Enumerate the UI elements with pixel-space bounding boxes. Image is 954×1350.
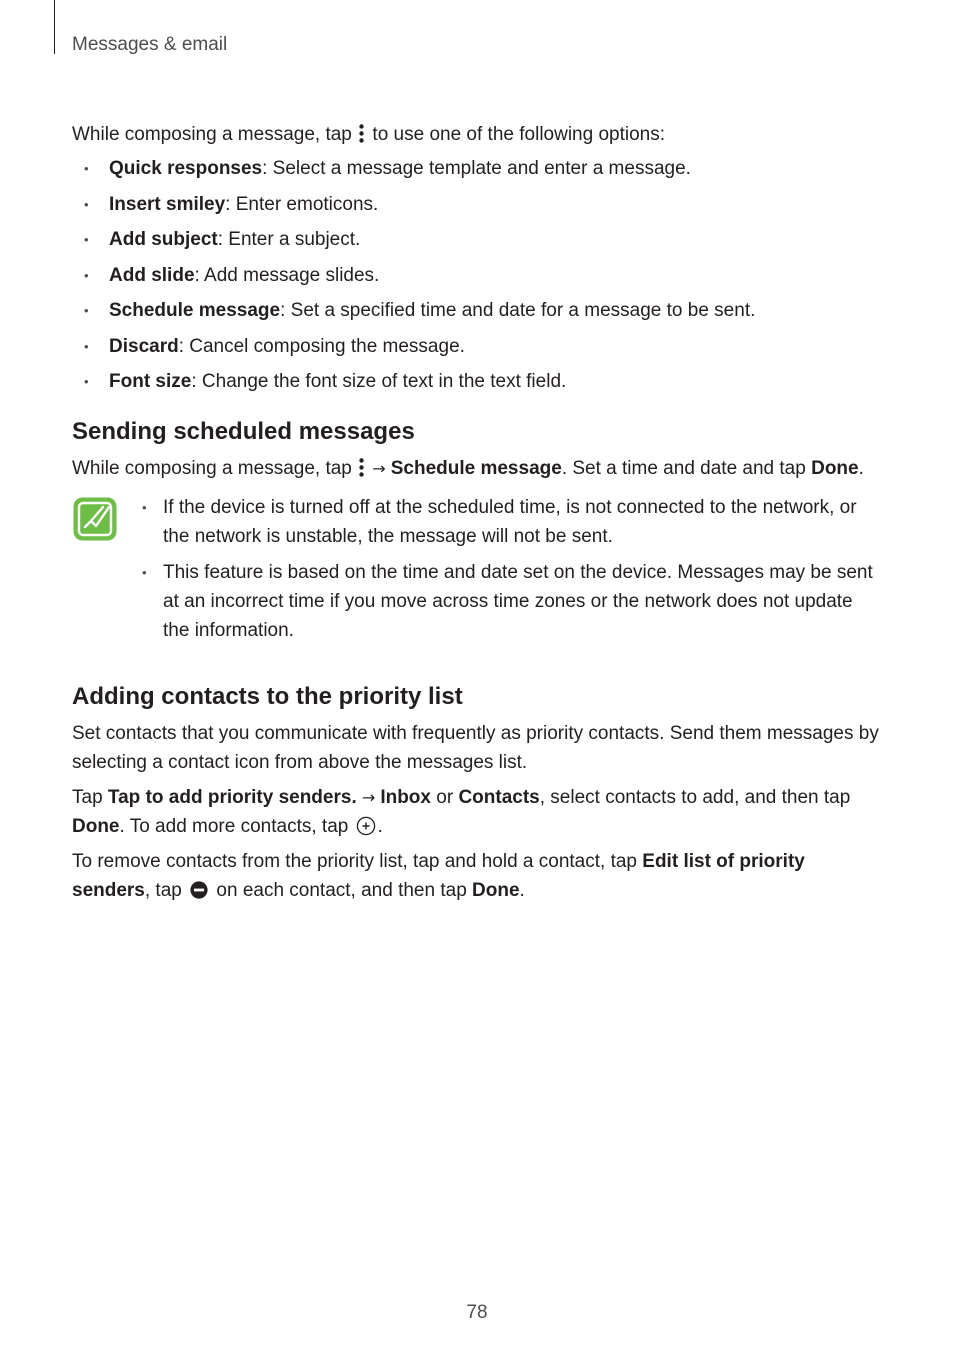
note-box [72, 493, 882, 645]
option-add-slide: • Add slide: Add message slides. [72, 261, 882, 290]
arrow-glyph: → [356, 788, 381, 807]
priority-paragraph-3: To remove contacts from the priority list, tap and hold a contact, tap Edit list of priority senders, tap on each contact, and then tap Done. [72, 851, 805, 901]
compose-options-list [72, 154, 882, 396]
more-options-icon [359, 124, 364, 143]
arrow-glyph: → [367, 459, 391, 478]
note-item: • If the device is turned off at the scheduled time, is not connected to the network, or the network is unstable, the message will not be sent. [142, 493, 882, 551]
section-heading-priority: Adding contacts to the priority list [72, 683, 463, 710]
scheduled-instructions: While composing a message, tap → Schedule message. Set a time and date and tap Done. [72, 458, 864, 479]
priority-paragraph-1: Set contacts that you communicate with frequently as priority contacts. Send them messages by selecting a contact icon from above the messages list. [72, 723, 879, 773]
section-heading-scheduled: Sending scheduled messages [72, 418, 415, 445]
page-content [72, 120, 882, 911]
intro-text-after: to use one of the following options: [367, 124, 666, 145]
intro-text-before: While composing a message, tap [72, 124, 358, 145]
priority-paragraph-2: Tap Tap to add priority senders. → Inbox or Contacts, select contacts to add, and then tap Done. To add more contacts, tap . [72, 787, 851, 837]
option-font-size: • Font size: Change the font size of text in the text field. [72, 367, 882, 396]
note-item: • This feature is based on the time and date set on the device. Messages may be sent at an incorrect time if you move across time zones or the network does not update the information. [142, 558, 882, 645]
page-number: 78 [466, 1302, 488, 1323]
add-icon [356, 816, 376, 836]
running-header: Messages & email [72, 34, 228, 55]
more-options-icon [359, 458, 364, 477]
note-icon [72, 496, 118, 542]
compose-options-intro [72, 120, 882, 149]
option-schedule-message: • Schedule message: Set a specified time and date for a message to be sent. [72, 296, 882, 325]
option-insert-smiley: • Insert smiley: Enter emoticons. [72, 190, 882, 219]
option-quick-responses: • Quick responses: Select a message template and enter a message. [72, 154, 882, 183]
option-add-subject: • Add subject: Enter a subject. [72, 225, 882, 254]
header-rule [54, 0, 55, 54]
remove-icon [189, 880, 209, 900]
option-discard: • Discard: Cancel composing the message. [72, 332, 882, 361]
note-list [142, 493, 882, 645]
